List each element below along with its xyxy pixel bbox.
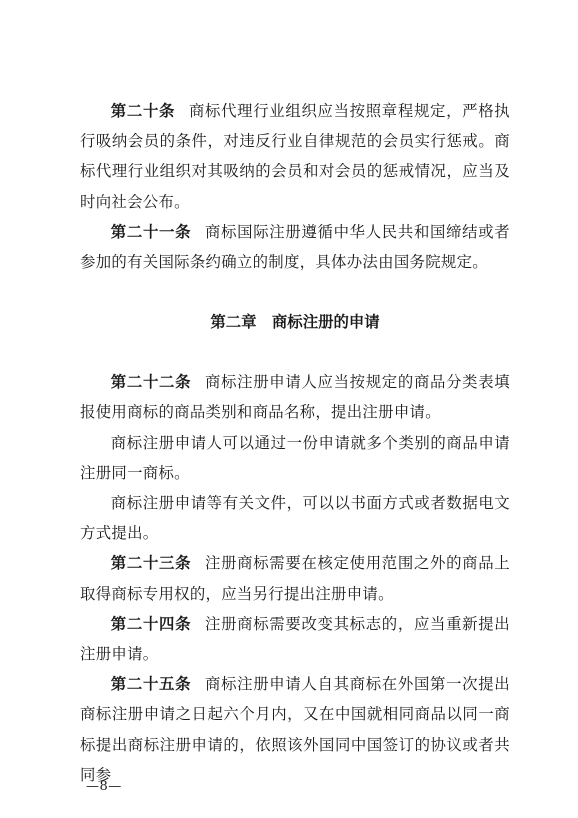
page-content <box>80 96 510 790</box>
article-25 <box>80 669 510 790</box>
article-22-paragraph-3 <box>80 488 510 548</box>
article-text: 商标注册申请人自其商标在外国第一次提出商标注册申请之日起六个月内，又在中国就相同商品以同一商标提出商标注册申请的，依照该外国同中国签订的协议或者共同参 <box>80 675 510 784</box>
article-23 <box>80 548 510 608</box>
article-text: 商标代理行业组织应当按照章程规定，严格执行吸纳会员的条件，对违反行业自律规范的会员实行惩戒。商标代理行业组织对其吸纳的会员和对会员的惩戒情况，应当及时向社会公布。 <box>80 102 510 211</box>
article-number: 第二十一条 <box>110 222 192 241</box>
article-number: 第二十四条 <box>110 614 192 633</box>
paragraph-text: 商标注册申请人可以通过一份申请就多个类别的商品申请注册同一商标。 <box>80 433 510 482</box>
page-number: —8— <box>86 779 122 794</box>
article-text: 注册商标需要改变其标志的，应当重新提出注册申请。 <box>80 614 510 664</box>
article-number: 第二十五条 <box>110 675 192 694</box>
article-number: 第二十条 <box>110 102 176 120</box>
article-22 <box>80 367 510 427</box>
article-24 <box>80 609 510 669</box>
chapter-title: 商标注册的申请 <box>271 313 380 332</box>
article-21 <box>80 217 510 277</box>
article-text: 商标注册申请人应当按规定的商品分类表填报使用商标的商品类别和商品名称，提出注册申请。 <box>80 373 510 422</box>
article-22-paragraph-2 <box>80 428 510 488</box>
article-text: 注册商标需要在核定使用范围之外的商品上取得商标专用权的，应当另行提出注册申请。 <box>80 554 510 603</box>
article-number: 第二十二条 <box>110 373 192 392</box>
paragraph-text: 商标注册申请等有关文件，可以以书面方式或者数据电文方式提出。 <box>80 494 510 543</box>
article-20 <box>80 96 510 217</box>
article-number: 第二十三条 <box>110 554 192 573</box>
article-text: 商标国际注册遵循中华人民共和国缔结或者参加的有关国际条约确立的制度，具体办法由国务院规定。 <box>80 222 510 272</box>
chapter-heading <box>80 307 510 337</box>
chapter-number: 第二章 <box>210 313 257 332</box>
